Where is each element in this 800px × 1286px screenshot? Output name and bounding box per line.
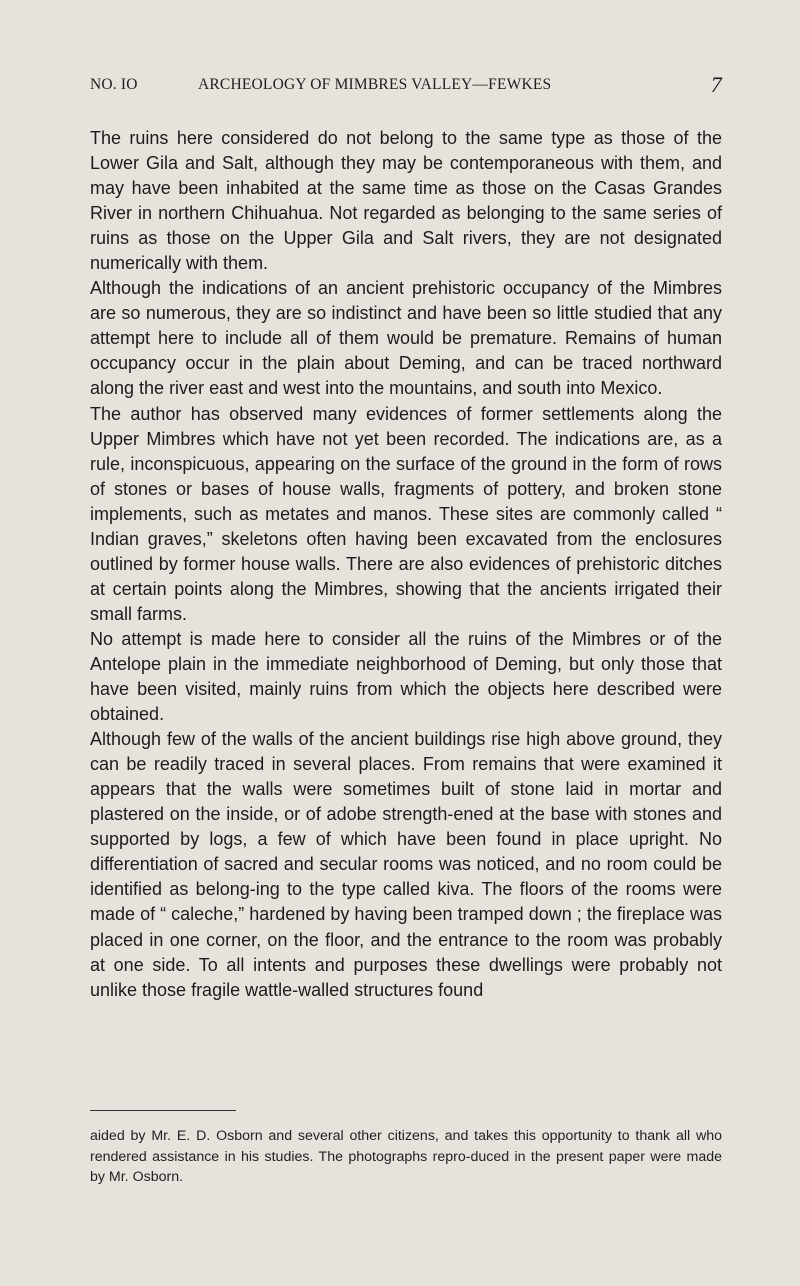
running-title: ARCHEOLOGY OF MIMBRES VALLEY—FEWKES [198,76,552,93]
page-number: 7 [710,72,722,97]
paragraph-ruins-type: The ruins here considered do not belong to the same type as those of the Lower Gila and Salt, although they may be contemporaneous with them, and may have been inhabited at the same time as those on the Casas Grandes River in northern Chihuahua. Not regarded as belonging to the same series of ruins as those on the Upper Gila and Salt rivers, they are not designated numerically with them. [90,128,722,274]
paragraph-settlements: The author has observed many evidences of former settlements along the Upper Mimbres which have not yet been recorded. The indications are, as a rule, inconspicuous, appearing on the surface of the ground in the form of rows of stones or bases of house walls, fragments of pottery, and broken stone implements, such as metates and manos. These sites are commonly called “ Indian graves,” skeletons often having been excavated from the enclosures outlined by former house walls. There are also evidences of prehistoric ditches at certain points along the Mimbres, showing that the ancients irrigated their small farms. [90,403,722,624]
issue-number: NO. IO [90,76,138,93]
footnote: aided by Mr. E. D. Osborn and several other citizens, and takes this opportunity to thank all who rendered assistance in his studies. The photographs repro-duced in the present paper were made by Mr. Osborn. [90,1128,722,1185]
paragraph-walls: Although few of the walls of the ancient buildings rise high above ground, they can be readily traced in several places. From remains that were examined it appears that the walls were sometimes built of stone laid in mortar and plastered on the inside, or of adobe strength-ened at the base with stones and supported by logs, a few of which have been found in place upright. No differentiation of sacred and secular rooms was noticed, and no room could be identified as belong-ing to the type called kiva. The floors of the rooms were made of “ caleche,” hardened by having been tramped down ; the fireplace was placed in one corner, on the floor, and the entrance to the room was probably at one side. To all intents and purposes these dwellings were probably not unlike those fragile wattle-walled structures found [90,729,722,1000]
footnote-rule [90,1110,236,1111]
running-head [90,72,722,100]
paragraph-scope: No attempt is made here to consider all the ruins of the Mimbres or of the Antelope plain in the immediate neighborhood of Deming, but only those that have been visited, mainly ruins from which the objects here described were obtained. [90,628,722,725]
paragraph-occupancy: Although the indications of an ancient prehistoric occupancy of the Mimbres are so numerous, they are so indistinct and have been so little studied that any attempt here to include all of them would be premature. Remains of human occupancy occur in the plain about Deming, and can be traced northward along the river east and west into the mountains, and south into Mexico. [90,278,722,399]
body-text [90,126,722,1003]
